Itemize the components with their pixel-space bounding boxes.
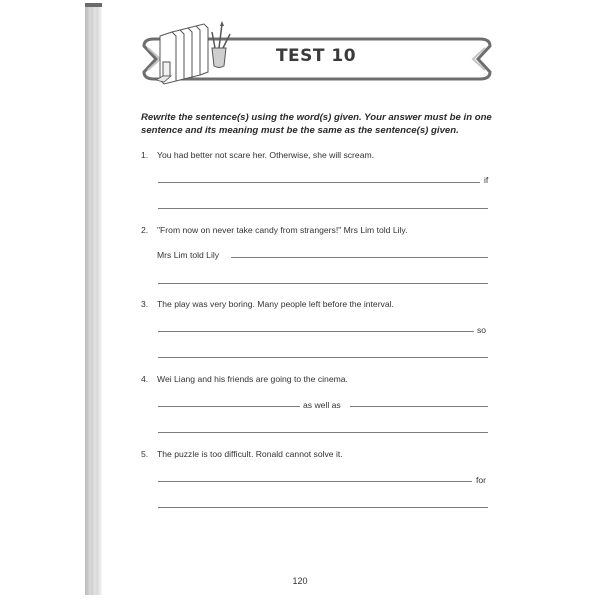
answer-line-4a-left[interactable] (158, 406, 300, 407)
cue-as-well-as: as well as (303, 400, 341, 410)
answer-line-2b[interactable] (158, 283, 488, 284)
page-number: 120 (292, 576, 308, 586)
question-text: Wei Liang and his friends are going to the cinema. (157, 374, 348, 384)
instructions-text: Rewrite the sentence(s) using the word(s) given. Your answer must be in one sentence and its meaning must be the same as the sentence(s) given. (141, 112, 492, 136)
answer-line-1a[interactable] (158, 182, 480, 183)
binding-top-shadow (85, 3, 102, 7)
question-number: 4. (141, 374, 149, 384)
question-text: The puzzle is too difficult. Ronald cannot solve it. (157, 449, 343, 459)
page-binding-edge (85, 3, 102, 595)
question-text: You had better not scare her. Otherwise, she will scream. (157, 150, 375, 160)
answer-line-4a-right[interactable] (350, 406, 488, 407)
question-number: 3. (141, 299, 149, 309)
answer-line-3b[interactable] (158, 357, 488, 358)
test-title: TEST 10 (275, 46, 357, 66)
cue-word-so: so (477, 325, 487, 335)
question-text: "From now on never take candy from strangers!" Mrs Lim told Lily. (157, 225, 408, 235)
question-text: The play was very boring. Many people left before the interval. (157, 299, 394, 309)
question-number: 5. (141, 449, 149, 459)
cue-word-if: if (484, 175, 489, 185)
question-number: 2. (141, 225, 149, 235)
question-number: 1. (141, 150, 149, 160)
answer-line-3a[interactable] (158, 331, 474, 332)
answer-line-2a[interactable] (231, 257, 488, 258)
answer-line-5a[interactable] (158, 481, 472, 482)
cue-word-for: for (476, 475, 487, 485)
answer-line-1b[interactable] (158, 208, 488, 209)
answer-line-4b[interactable] (158, 432, 488, 433)
cue-mrs-lim-told-lily: Mrs Lim told Lily (157, 250, 220, 260)
answer-line-5b[interactable] (158, 507, 488, 508)
